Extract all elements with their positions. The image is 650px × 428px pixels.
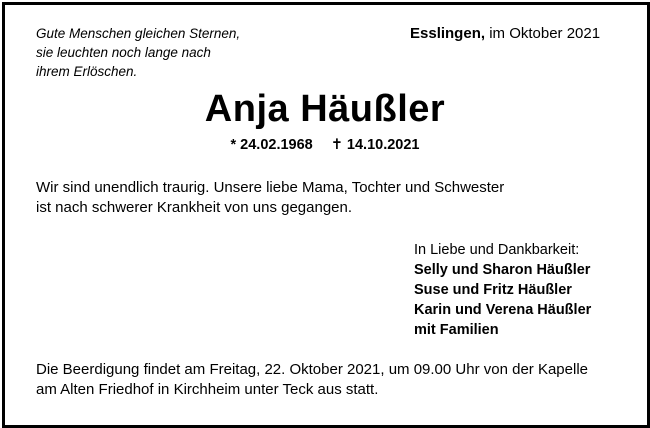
motto-line: sie leuchten noch lange nach	[36, 45, 211, 60]
signer-name: Selly und Sharon Häußler	[414, 262, 591, 278]
place-date	[410, 24, 630, 43]
signers-block	[414, 240, 634, 340]
notice-date: im Oktober 2021	[485, 25, 601, 42]
motto-line: Gute Menschen gleichen Sternen,	[36, 26, 241, 41]
motto-line: ihrem Erlöschen.	[36, 64, 138, 79]
message-line: Wir sind unendlich traurig. Unsere liebe Mama, Tochter und Schwester	[36, 179, 505, 196]
deceased-name: Anja Häußler	[204, 88, 446, 130]
funeral-line: am Alten Friedhof in Kirchheim unter Teck aus statt.	[36, 381, 379, 398]
signers-intro: In Liebe und Dankbarkeit:	[414, 242, 580, 258]
life-dates	[0, 136, 650, 154]
funeral-info	[36, 360, 636, 400]
signer-name: mit Familien	[414, 322, 499, 338]
funeral-line: Die Beerdigung findet am Freitag, 22. Oktober 2021, um 09.00 Uhr von der Kapelle	[36, 361, 588, 378]
motto-quote	[36, 24, 296, 81]
mourning-message	[36, 178, 616, 218]
signer-name: Karin und Verena Häußler	[414, 302, 592, 318]
death-date: ✝ 14.10.2021	[330, 137, 420, 153]
message-line: ist nach schwerer Krankheit von uns gegangen.	[36, 199, 353, 216]
signer-name: Suse und Fritz Häußler	[414, 282, 572, 298]
city: Esslingen,	[410, 25, 486, 42]
birth-date: * 24.02.1968	[230, 137, 313, 153]
